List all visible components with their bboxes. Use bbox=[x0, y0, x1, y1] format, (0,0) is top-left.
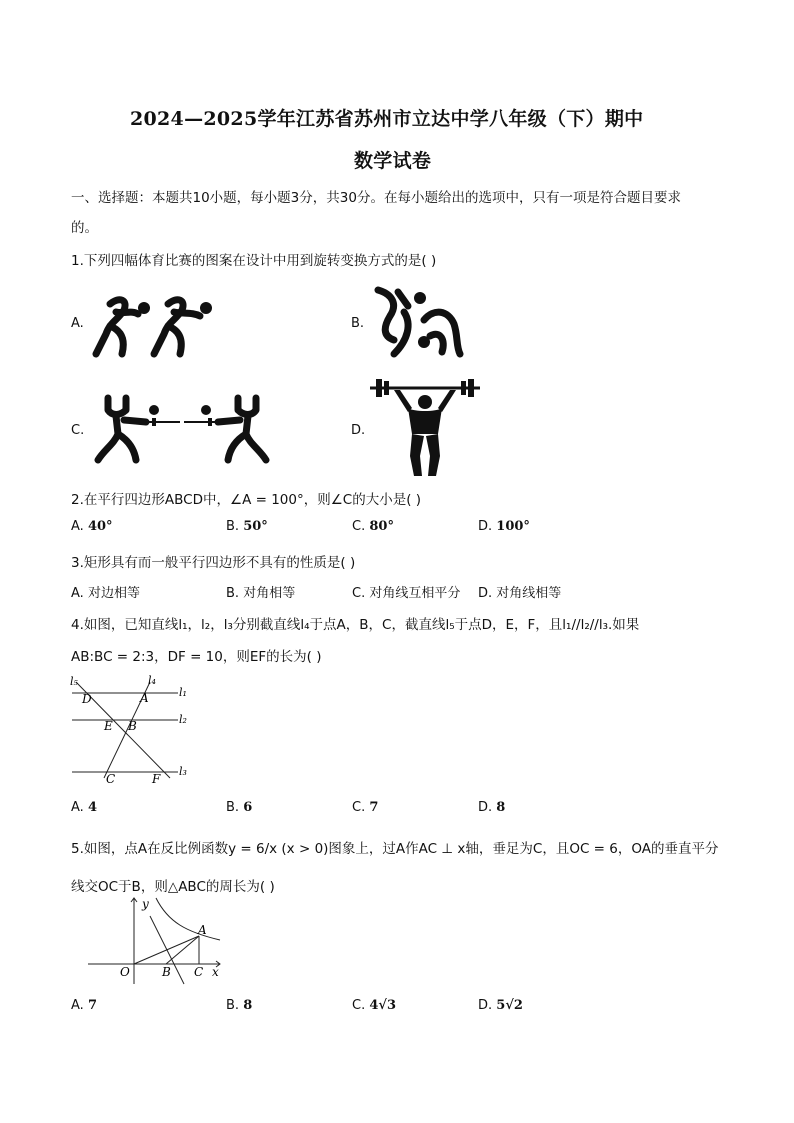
section1-header-line2: 的。 bbox=[71, 220, 98, 236]
q5-label-B: B bbox=[162, 965, 171, 979]
q5-stem-line1: 5.如图，点A在反比例函数y = 6/x (x > 0)图象上，过A作AC ⊥ x轴，垂足为C，且OC = 6，OA的垂直平分 bbox=[71, 841, 719, 857]
q4-option-c: C. 7 bbox=[352, 800, 379, 815]
q4-option-a: A. 4 bbox=[71, 800, 97, 815]
q5-label-O: O bbox=[120, 965, 130, 979]
q5-option-d: D. 5√2 bbox=[478, 998, 523, 1013]
q4-label-l2: l₂ bbox=[179, 713, 187, 726]
q2-option-b: B. 50° bbox=[226, 519, 268, 534]
q4-label-l3: l₃ bbox=[179, 765, 187, 778]
q4-label-D: D bbox=[82, 692, 92, 706]
q1-option-d-letter: D. bbox=[351, 423, 366, 438]
q4-label-A: A bbox=[140, 691, 149, 705]
wrestlers-pictogram-icon bbox=[88, 286, 216, 362]
q4-label-l5: l₅ bbox=[70, 675, 78, 688]
q3-option-b: B. 对角相等 bbox=[226, 586, 296, 601]
q2-option-c: C. 80° bbox=[352, 519, 394, 534]
q2-option-a: A. 40° bbox=[71, 519, 113, 534]
exam-title-line2: 数学试卷 bbox=[354, 150, 432, 172]
weightlifter-pictogram-icon bbox=[368, 378, 482, 480]
q1-stem: 1.下列四幅体育比赛的图案在设计中用到旋转变换方式的是( ) bbox=[71, 253, 437, 269]
section1-header-line1: 一、选择题：本题共10小题，每小题3分，共30分。在每小题给出的选项中，只有一项是符合题目要求 bbox=[71, 190, 681, 206]
q3-option-c: C. 对角线互相平分 bbox=[352, 586, 461, 601]
q5-label-C: C bbox=[194, 965, 204, 979]
fencers-pictogram-icon bbox=[94, 392, 270, 466]
q4-label-E: E bbox=[104, 719, 113, 733]
q4-option-b: B. 6 bbox=[226, 800, 253, 815]
q3-option-a: A. 对边相等 bbox=[71, 586, 140, 601]
q5-label-A: A bbox=[198, 923, 207, 937]
q2-stem: 2.在平行四边形ABCD中，∠A = 100°，则∠C的大小是( ) bbox=[71, 492, 422, 508]
q3-stem: 3.矩形具有而一般平行四边形不具有的性质是( ) bbox=[71, 555, 356, 571]
q5-option-c: C. 4√3 bbox=[352, 998, 396, 1013]
q5-label-x: x bbox=[212, 965, 219, 979]
q4-label-l4: l₄ bbox=[148, 674, 156, 687]
q4-label-l1: l₁ bbox=[179, 686, 187, 699]
q4-option-d: D. 8 bbox=[478, 800, 506, 815]
q4-parallel-lines-figure bbox=[66, 672, 196, 787]
q3-option-d: D. 对角线相等 bbox=[478, 586, 562, 601]
q1-option-c-letter: C. bbox=[71, 423, 85, 438]
q4-label-F: F bbox=[152, 772, 161, 786]
exam-title-line1: 2024—2025学年江苏省苏州市立达中学八年级（下）期中 bbox=[130, 108, 644, 130]
q4-stem-line2: AB:BC = 2:3，DF = 10，则EF的长为( ) bbox=[71, 649, 322, 665]
q5-coordinate-figure bbox=[86, 894, 226, 986]
q5-option-b: B. 8 bbox=[226, 998, 253, 1013]
q4-label-B: B bbox=[128, 719, 137, 733]
q1-option-a-letter: A. bbox=[71, 316, 84, 331]
q4-label-C: C bbox=[106, 772, 116, 786]
q5-label-y: y bbox=[142, 897, 149, 911]
q2-option-d: D. 100° bbox=[478, 519, 530, 534]
wrestling-rotated-pictogram-icon bbox=[368, 284, 464, 364]
q5-option-a: A. 7 bbox=[71, 998, 97, 1013]
q4-stem-line1: 4.如图，已知直线l₁，l₂，l₃分别截直线l₄于点A，B，C，截直线l₅于点D，E，F，且l₁//l₂//l₃.如果 bbox=[71, 617, 640, 633]
q5-stem-line2: 线交OC于B，则△ABC的周长为( ) bbox=[71, 879, 275, 895]
q1-option-b-letter: B. bbox=[351, 316, 365, 331]
